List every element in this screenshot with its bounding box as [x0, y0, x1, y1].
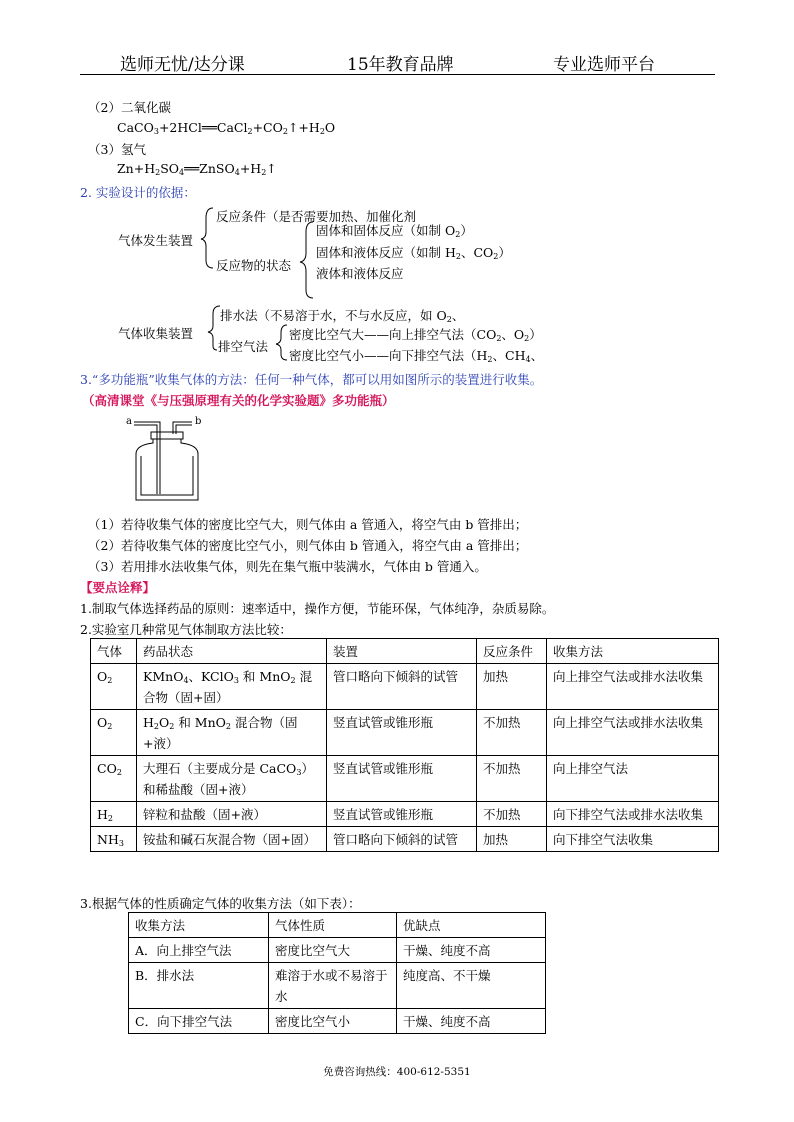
cell-gas: $O_2$	[91, 664, 137, 710]
cell-property: 难溶于水或不易溶于水	[269, 963, 397, 1009]
cell-condition: 加热	[477, 827, 547, 852]
table-row	[91, 756, 719, 802]
tube-a	[134, 422, 160, 494]
bottle-item-1: （1）若待收集气体的密度比空气大，则气体由 a 管通入，将空气由 b 管排出；	[88, 517, 528, 532]
brace-generator	[201, 208, 213, 268]
cell-drug: KMnO$_4$、KClO$_3$ 和 MnO$_2$ 混合物（固+固）	[137, 664, 327, 710]
cell-device: 竖直试管或锥形瓶	[327, 710, 477, 756]
co2-label: （2）二氧化碳	[88, 100, 171, 115]
cell-method: A．向上排空气法	[129, 938, 269, 963]
table-row	[129, 963, 546, 1009]
cell-pros-cons: 干燥、纯度不高	[397, 1009, 546, 1034]
cell-property: 密度比空气小	[269, 1009, 397, 1034]
bottle-item-3: （3）若用排水法收集气体，则先在集气瓶中装满水，气体由 b 管通入。	[88, 559, 487, 574]
cell-drug: 铵盐和碱石灰混合物（固+固）	[137, 827, 327, 852]
collector-label: 气体收集装置	[118, 326, 194, 341]
stopper	[151, 432, 183, 439]
cell-device: 竖直试管或锥形瓶	[327, 756, 477, 802]
th-pros-cons: 优缺点	[397, 913, 546, 938]
table-row	[91, 827, 719, 852]
cell-method: C．向下排空气法	[129, 1009, 269, 1034]
tube-a-label: a	[126, 416, 132, 427]
h2-equation: $Zn+H_2SO_4══ZnSO_4+H_2↑$	[117, 161, 277, 177]
cell-gas: $O_2$	[91, 710, 137, 756]
th-condition: 反应条件	[477, 639, 547, 664]
table-header-row	[129, 913, 546, 938]
header-left: 选师无忧/达分课	[120, 55, 245, 75]
brace-air	[276, 325, 287, 360]
th-collect: 收集方法	[547, 639, 719, 664]
cell-condition: 不加热	[477, 710, 547, 756]
table-row	[91, 664, 719, 710]
collector-air-label: 排空气法	[218, 339, 269, 354]
cell-condition: 不加热	[477, 802, 547, 827]
cell-property: 密度比空气大	[269, 938, 397, 963]
keypoint-1: 1.制取气体选择药品的原则：速率适中，操作方便，节能环保，气体纯净，杂质易除。	[80, 601, 555, 616]
cell-condition: 不加热	[477, 756, 547, 802]
cell-drug: 锌粒和盐酸（固+液）	[137, 802, 327, 827]
collector-down: 密度比空气小——向下排空气法（$H_2$、$CH_4$、	[289, 348, 544, 364]
brace-state	[300, 222, 313, 298]
bottle-inner	[141, 456, 193, 495]
cell-collect: 向下排空气法收集	[547, 827, 719, 852]
keypoints-heading: 【要点诠释】	[80, 580, 156, 595]
solid-solid: 固体和固体反应（如制 $O_2$）	[316, 223, 473, 239]
table-row	[129, 1009, 546, 1034]
keypoint-2: 2.实验室几种常见气体制取方法比较：	[80, 622, 292, 637]
cell-condition: 加热	[477, 664, 547, 710]
cell-device: 竖直试管或锥形瓶	[327, 802, 477, 827]
section2-title: 2. 实验设计的依据：	[80, 185, 196, 200]
generator-label: 气体发生装置	[118, 233, 194, 248]
cell-drug: $H_2O_2$ 和 MnO$_2$ 混合物（固+液）	[137, 710, 327, 756]
h2-label: （3）氢气	[88, 142, 146, 157]
cell-collect: 向上排空气法	[547, 756, 719, 802]
tube-b-label: b	[195, 416, 202, 427]
cell-collect: 向下排空气法或排水法收集	[547, 802, 719, 827]
header-right: 专业选师平台	[553, 55, 655, 75]
paragraph-3: 3.根据气体的性质确定气体的收集方法（如下表）：	[80, 896, 361, 911]
table-row	[91, 802, 719, 827]
cell-device: 管口略向下倾斜的试管	[327, 827, 477, 852]
solid-liquid: 固体和液体反应（如制 $H_2$、$CO_2$）	[316, 245, 511, 261]
cell-gas: $NH_3$	[91, 827, 137, 852]
table-row	[91, 710, 719, 756]
th-method: 收集方法	[129, 913, 269, 938]
section3-link[interactable]: （高清课堂《与压强原理有关的化学实验题》多功能瓶）	[82, 393, 395, 408]
th-device: 装置	[327, 639, 477, 664]
cell-pros-cons: 干燥、纯度不高	[397, 938, 546, 963]
cell-drug: 大理石（主要成分是 CaCO$_3$）和稀盐酸（固+液）	[137, 756, 327, 802]
bottle-body	[136, 439, 198, 500]
gas-preparation-table	[90, 638, 719, 852]
cell-collect: 向上排空气法或排水法收集	[547, 664, 719, 710]
section3-title: 3.“多功能瓶”收集气体的方法：任何一种气体，都可以用如图所示的装置进行收集。	[80, 372, 543, 387]
cell-gas: $H_2$	[91, 802, 137, 827]
cell-gas: $CO_2$	[91, 756, 137, 802]
bottle-item-2: （2）若待收集气体的密度比空气小，则气体由 b 管通入，将空气由 a 管排出；	[88, 538, 528, 553]
co2-equation: $CaCO_3+2HCl══CaCl_2+CO_2↑+H_2O$	[117, 120, 336, 136]
generator-condition: 反应条件（是否需要加热、加催化剂	[216, 209, 417, 224]
table-header-row	[91, 639, 719, 664]
header-center: 15年教育品牌	[347, 55, 454, 75]
collector-up: 密度比空气大——向上排空气法（$CO_2$、$O_2$）	[289, 327, 542, 343]
cell-pros-cons: 纯度高、不干燥	[397, 963, 546, 1009]
collection-method-table	[128, 912, 546, 1034]
cell-method: B．排水法	[129, 963, 269, 1009]
footer-hotline: 免费咨询热线：400-612-5351	[323, 1066, 471, 1078]
collector-water: 排水法（不易溶于水，不与水反应，如 $O_2$、	[220, 308, 465, 324]
cell-collect: 向上排空气法或排水法收集	[547, 710, 719, 756]
liquid-liquid: 液体和液体反应	[316, 266, 404, 281]
th-gas: 气体	[91, 639, 137, 664]
generator-state-label: 反应物的状态	[216, 258, 292, 273]
multifunction-bottle-diagram	[120, 412, 220, 512]
cell-device: 管口略向下倾斜的试管	[327, 664, 477, 710]
table-row	[129, 938, 546, 963]
th-property: 气体性质	[269, 913, 397, 938]
th-drug: 药品状态	[137, 639, 327, 664]
